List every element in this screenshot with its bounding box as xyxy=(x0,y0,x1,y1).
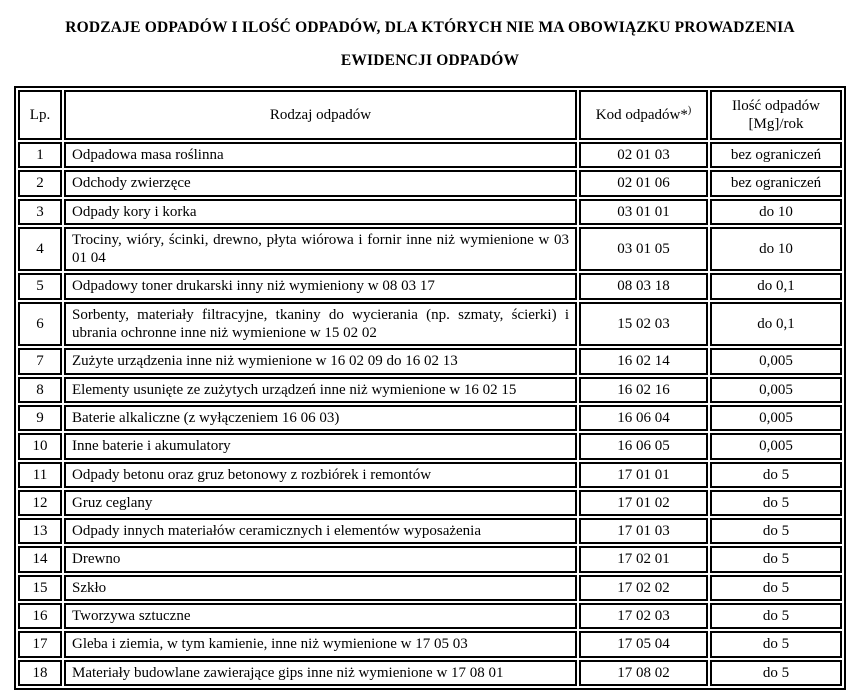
cell-kod: 08 03 18 xyxy=(579,273,708,299)
table-row xyxy=(18,273,842,299)
cell-lp: 7 xyxy=(18,348,62,374)
cell-ilosc: do 5 xyxy=(710,546,842,572)
document-title xyxy=(0,11,860,77)
cell-ilosc: 0,005 xyxy=(710,348,842,374)
cell-rodzaj: Trociny, wióry, ścinki, drewno, płyta wiórowa i fornir inne niż wymienione w 03 01 04 xyxy=(64,227,577,272)
column-header-rodzaj: Rodzaj odpadów xyxy=(64,90,577,140)
table-row xyxy=(18,575,842,601)
title-line-1: RODZAJE ODPADÓW I ILOŚĆ ODPADÓW, DLA KTÓRYCH NIE MA OBOWIĄZKU PROWADZENIA xyxy=(65,19,795,36)
cell-ilosc: do 5 xyxy=(710,575,842,601)
cell-kod: 17 05 04 xyxy=(579,631,708,657)
cell-kod: 16 06 04 xyxy=(579,405,708,431)
cell-rodzaj: Odpadowa masa roślinna xyxy=(64,142,577,168)
cell-rodzaj: Materiały budowlane zawierające gips inne niż wymienione w 17 08 01 xyxy=(64,660,577,686)
cell-lp: 13 xyxy=(18,518,62,544)
cell-rodzaj: Odpady kory i korka xyxy=(64,199,577,225)
cell-lp: 17 xyxy=(18,631,62,657)
table-row xyxy=(18,546,842,572)
table-row xyxy=(18,142,842,168)
table-header-row xyxy=(18,90,842,140)
table-row xyxy=(18,227,842,272)
column-header-kod xyxy=(579,90,708,140)
cell-ilosc: do 10 xyxy=(710,227,842,272)
cell-kod: 17 01 02 xyxy=(579,490,708,516)
cell-kod: 16 02 16 xyxy=(579,377,708,403)
table-row xyxy=(18,660,842,686)
cell-rodzaj: Odchody zwierzęce xyxy=(64,170,577,196)
cell-kod: 17 01 03 xyxy=(579,518,708,544)
cell-ilosc: do 5 xyxy=(710,490,842,516)
cell-lp: 1 xyxy=(18,142,62,168)
cell-rodzaj: Szkło xyxy=(64,575,577,601)
cell-ilosc: do 10 xyxy=(710,199,842,225)
cell-lp: 18 xyxy=(18,660,62,686)
footnote-marker: ) xyxy=(687,105,692,117)
table-row xyxy=(18,199,842,225)
table-row xyxy=(18,377,842,403)
cell-ilosc: 0,005 xyxy=(710,433,842,459)
table-row xyxy=(18,348,842,374)
cell-lp: 15 xyxy=(18,575,62,601)
cell-lp: 4 xyxy=(18,227,62,272)
cell-kod: 03 01 05 xyxy=(579,227,708,272)
column-header-ilosc: Ilość odpadów [Mg]/rok xyxy=(710,90,842,140)
cell-rodzaj: Odpady betonu oraz gruz betonowy z rozbiórek i remontów xyxy=(64,462,577,488)
cell-kod: 03 01 01 xyxy=(579,199,708,225)
cell-lp: 9 xyxy=(18,405,62,431)
cell-kod: 02 01 06 xyxy=(579,170,708,196)
cell-rodzaj: Gruz ceglany xyxy=(64,490,577,516)
table-row xyxy=(18,603,842,629)
cell-lp: 2 xyxy=(18,170,62,196)
cell-kod: 16 06 05 xyxy=(579,433,708,459)
cell-lp: 3 xyxy=(18,199,62,225)
cell-kod: 15 02 03 xyxy=(579,302,708,347)
cell-ilosc: bez ograniczeń xyxy=(710,142,842,168)
cell-rodzaj: Baterie alkaliczne (z wyłączeniem 16 06 03) xyxy=(64,405,577,431)
cell-kod: 17 01 01 xyxy=(579,462,708,488)
cell-rodzaj: Zużyte urządzenia inne niż wymienione w 16 02 09 do 16 02 13 xyxy=(64,348,577,374)
table-row xyxy=(18,170,842,196)
cell-ilosc: bez ograniczeń xyxy=(710,170,842,196)
table-row xyxy=(18,405,842,431)
table-row xyxy=(18,518,842,544)
table-row xyxy=(18,462,842,488)
cell-ilosc: do 5 xyxy=(710,462,842,488)
cell-kod: 17 02 03 xyxy=(579,603,708,629)
table-row xyxy=(18,433,842,459)
cell-lp: 11 xyxy=(18,462,62,488)
waste-types-table xyxy=(14,86,846,690)
cell-kod: 17 02 02 xyxy=(579,575,708,601)
column-header-kod-label: Kod odpadów* xyxy=(595,107,688,124)
cell-rodzaj: Odpady innych materiałów ceramicznych i elementów wyposażenia xyxy=(64,518,577,544)
cell-kod: 17 02 01 xyxy=(579,546,708,572)
cell-rodzaj: Inne baterie i akumulatory xyxy=(64,433,577,459)
cell-ilosc: do 5 xyxy=(710,660,842,686)
cell-lp: 8 xyxy=(18,377,62,403)
cell-ilosc: 0,005 xyxy=(710,405,842,431)
cell-rodzaj: Elementy usunięte ze zużytych urządzeń inne niż wymienione w 16 02 15 xyxy=(64,377,577,403)
cell-ilosc: do 5 xyxy=(710,631,842,657)
cell-ilosc: do 5 xyxy=(710,603,842,629)
cell-lp: 16 xyxy=(18,603,62,629)
title-line-2: EWIDENCJI ODPADÓW xyxy=(340,52,520,69)
table-row xyxy=(18,302,842,347)
table-row xyxy=(18,490,842,516)
cell-lp: 10 xyxy=(18,433,62,459)
cell-kod: 17 08 02 xyxy=(579,660,708,686)
cell-lp: 14 xyxy=(18,546,62,572)
cell-lp: 6 xyxy=(18,302,62,347)
cell-ilosc: do 0,1 xyxy=(710,302,842,347)
cell-lp: 5 xyxy=(18,273,62,299)
cell-rodzaj: Drewno xyxy=(64,546,577,572)
cell-rodzaj: Sorbenty, materiały filtracyjne, tkaniny do wycierania (np. szmaty, ścierki) i ubrania ochronne inne niż wymienione w 15 02 02 xyxy=(64,302,577,347)
table-body xyxy=(18,142,842,686)
cell-rodzaj: Odpadowy toner drukarski inny niż wymieniony w 08 03 17 xyxy=(64,273,577,299)
cell-ilosc: 0,005 xyxy=(710,377,842,403)
cell-rodzaj: Gleba i ziemia, w tym kamienie, inne niż wymienione w 17 05 03 xyxy=(64,631,577,657)
cell-ilosc: do 0,1 xyxy=(710,273,842,299)
cell-kod: 02 01 03 xyxy=(579,142,708,168)
cell-kod: 16 02 14 xyxy=(579,348,708,374)
table-row xyxy=(18,631,842,657)
cell-ilosc: do 5 xyxy=(710,518,842,544)
column-header-lp: Lp. xyxy=(18,90,62,140)
cell-lp: 12 xyxy=(18,490,62,516)
cell-rodzaj: Tworzywa sztuczne xyxy=(64,603,577,629)
